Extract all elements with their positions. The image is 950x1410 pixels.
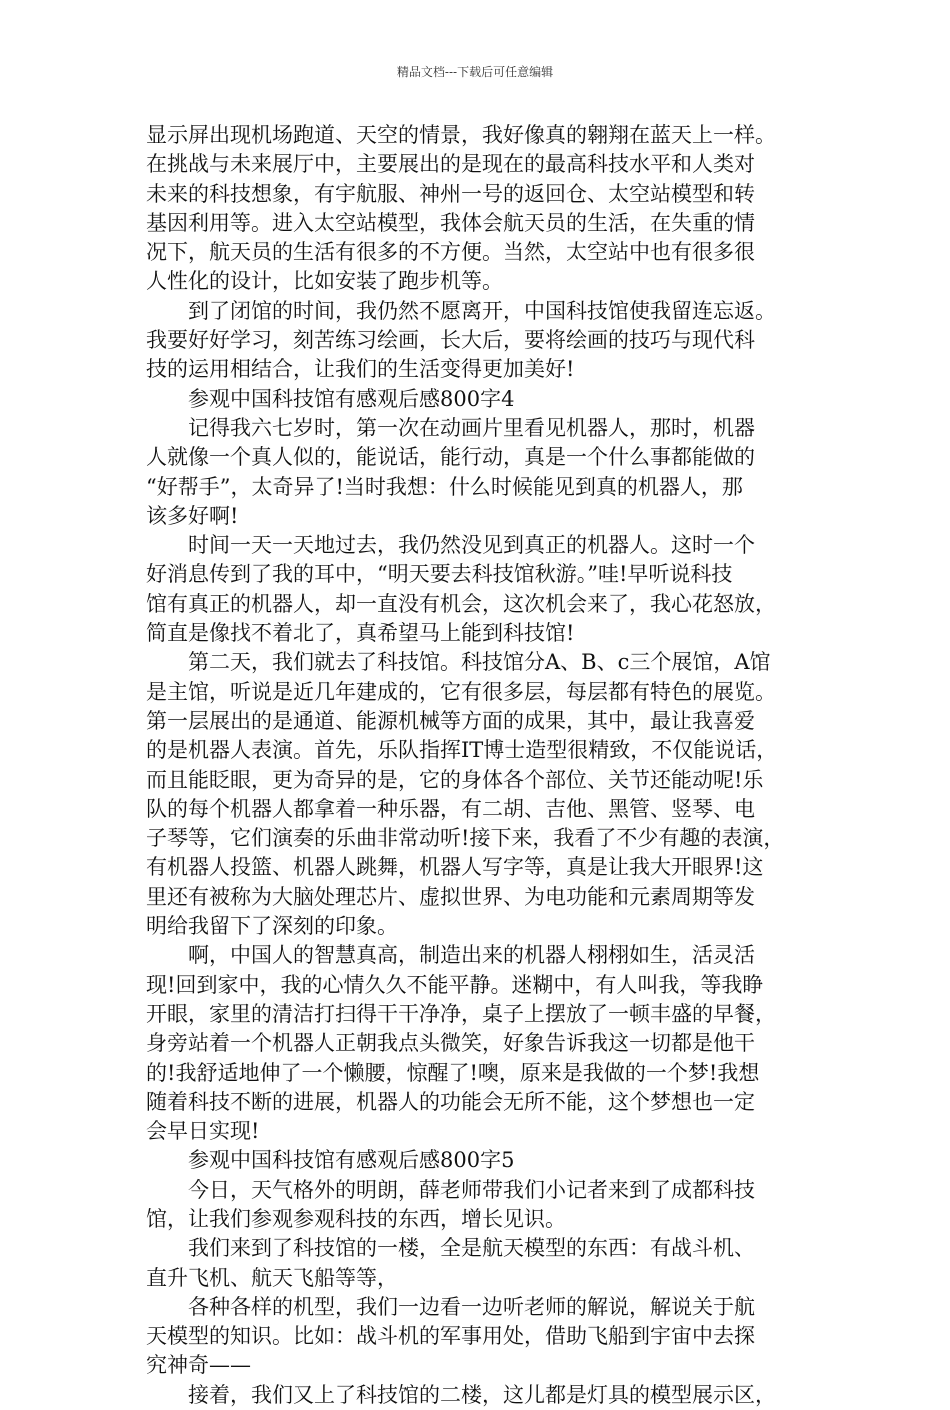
- text-line: 是主馆，听说是近几年建成的，它有很多层，每层都有特色的展览。: [146, 679, 776, 704]
- text-line: 第二天，我们就去了科技馆。科技馆分A、B、c三个展馆，A馆: [188, 650, 771, 675]
- text-line: 人性化的设计，比如安装了跑步机等。: [146, 269, 503, 294]
- text-line: 子琴等，它们演奏的乐曲非常动听!接下来，我看了不少有趣的表演，: [146, 826, 785, 851]
- text-line: 简直是像找不着北了，真希望马上能到科技馆!: [146, 621, 575, 646]
- text-line: 里还有被称为大脑处理芯片、虚拟世界、为电功能和元素周期等发: [146, 884, 755, 909]
- text-line: 究神奇——: [146, 1353, 251, 1378]
- text-line: 未来的科技想象，有宇航服、神州一号的返回仓、太空站模型和转: [146, 181, 755, 206]
- text-line: 时间一天一天地过去，我仍然没见到真正的机器人。这时一个: [188, 533, 755, 558]
- text-line: 显示屏出现机场跑道、天空的情景，我好像真的翱翔在蓝天上一样。: [146, 123, 776, 147]
- text-line: 好消息传到了我的耳中，“明天要去科技馆秋游。”哇!早听说科技: [146, 562, 733, 587]
- text-line: 有机器人投篮、机器人跳舞，机器人写字等，真是让我大开眼界!这: [146, 855, 764, 880]
- text-line: “好帮手”，太奇异了!当时我想：什么时候能见到真的机器人，那: [146, 474, 743, 499]
- text-line: 的是机器人表演。首先，乐队指挥IT博士造型很精致，不仅能说话，: [146, 738, 778, 763]
- text-line: 我们来到了科技馆的一楼，全是航天模型的东西：有战斗机、: [188, 1236, 755, 1261]
- text-line: 况下，航天员的生活有很多的不方便。当然，太空站中也有很多很: [146, 240, 755, 265]
- text-line: 的!我舒适地伸了一个懒腰，惊醒了!噢，原来是我做的一个梦!我想: [146, 1060, 760, 1085]
- document-body: [146, 121, 822, 1410]
- text-line: 该多好啊!: [146, 503, 239, 528]
- page-header: 精品文档---下载后可任意编辑: [396, 65, 554, 79]
- text-line: 参观中国科技馆有感观后感800字5: [188, 1148, 515, 1173]
- text-line: 现!回到家中，我的心情久久不能平静。迷糊中，有人叫我，等我睁: [146, 972, 764, 997]
- text-line: 基因利用等。进入太空站模型，我体会航天员的生活，在失重的情: [146, 210, 755, 235]
- text-line: 馆有真正的机器人，却一直没有机会，这次机会来了，我心花怒放，: [146, 591, 776, 616]
- text-line: 各种各样的机型，我们一边看一边听老师的解说，解说关于航: [188, 1294, 755, 1319]
- text-line: 记得我六七岁时，第一次在动画片里看见机器人，那时，机器: [188, 415, 755, 440]
- text-line: 直升飞机、航天飞船等等，: [146, 1265, 398, 1290]
- text-line: 第一层展出的是通道、能源机械等方面的成果，其中，最让我喜爱: [146, 708, 755, 733]
- text-line: 啊，中国人的智慧真高，制造出来的机器人栩栩如生，活灵活: [188, 943, 755, 968]
- text-line: 我要好好学习，刻苦练习绘画，长大后，要将绘画的技巧与现代科: [146, 328, 755, 353]
- text-line: 参观中国科技馆有感观后感800字4: [188, 386, 515, 411]
- text-line: 今日，天气格外的明朗，薛老师带我们小记者来到了成都科技: [188, 1177, 755, 1202]
- text-line: 明给我留下了深刻的印象。: [146, 914, 398, 939]
- text-line: 馆，让我们参观参观科技的东西，增长见识。: [146, 1206, 566, 1231]
- text-line: 天模型的知识。比如：战斗机的军事用处，借助飞船到宇宙中去探: [146, 1324, 755, 1349]
- text-line: 队的每个机器人都拿着一种乐器，有二胡、吉他、黑管、竖琴、电: [146, 796, 755, 821]
- text-line: 技的运用相结合，让我们的生活变得更加美好!: [146, 357, 575, 382]
- text-line: 在挑战与未来展厅中，主要展出的是现在的最高科技水平和人类对: [146, 152, 755, 177]
- text-line: 到了闭馆的时间，我仍然不愿离开，中国科技馆使我留连忘返。: [188, 298, 776, 323]
- text-line: 开眼，家里的清洁打扫得干干净净，桌子上摆放了一顿丰盛的早餐，: [146, 1001, 776, 1026]
- text-line: 而且能眨眼，更为奇异的是，它的身体各个部位、关节还能动呢!乐: [146, 767, 764, 792]
- text-line: 接着，我们又上了科技馆的二楼，这儿都是灯具的模型展示区，: [188, 1382, 776, 1407]
- text-line: 随着科技不断的进展，机器人的功能会无所不能，这个梦想也一定: [146, 1089, 755, 1114]
- text-line: 人就像一个真人似的，能说话，能行动，真是一个什么事都能做的: [146, 445, 755, 470]
- text-line: 会早日实现!: [146, 1119, 260, 1144]
- text-line: 身旁站着一个机器人正朝我点头微笑，好象告诉我这一切都是他干: [146, 1031, 755, 1056]
